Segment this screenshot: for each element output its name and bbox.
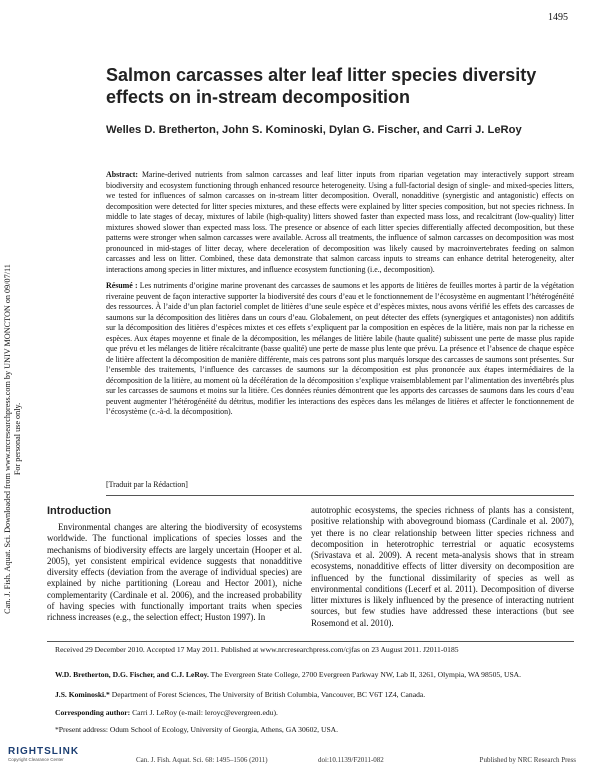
- resume-text: Les nutriments d’origine marine provenant des carcasses de saumons et les apports de litières de feuilles mortes à partir de la végétation riveraine peuvent de façon interactive supporter la biodiversité des cours d’eau et le fonctionnement de l’écosystème en augmentant l’hétérogénéité des ressources. À l’aide d’un plan factoriel complet de litières d’une seule espèce et d’espèces mixtes, nous avons vérifié les effets des carcasses de saumons sur la décomposition des litières dans un cours d’eau. Globalement, on peut détecter des effets (synergiques et antagonistes) non additifs sur la décomposition des litières d’espèces mixtes et ces effets s’expliquent par la composition en espèces de la litière, mais non par la richesse en espèces. Aux étapes moyenne et finale de la décomposition, les mélanges de litière labile (haute qualité) subissent une perte de masse plus rapide que prévu et les mélanges de litière récalcitrante (basse qualité) une perte de masse plus lente que prévu. La présence et l’absence de chaque espèce de litière affectent la décomposition de manière différente, mais ces patrons sont plus marqués lorsque des carcasses de saumons sont présentes. Sur l’ensemble des traitements, l’influence des carcasses de saumons sur la décomposition est plus prononcée aux étapes intermédiaires de la décomposition de la litière, au moment où la décélération de la décomposition s’explique vraisemblablement par l’alimentation des invertébrés plus sur les carcasses de saumons et moins sur la litière. Ces données réunies démontrent que les apports des carcasses de saumons dans les cours d’eau peuvent augmenter l’hétérogénéité du détritus, modifier les interactions des espèces dans les mélanges de litières et affecter le fonctionnement de l’écosystème (c.-à-d. la décomposition).: [106, 281, 574, 416]
- introduction-heading: Introduction: [47, 505, 112, 517]
- resume: [106, 281, 574, 418]
- abstract: [106, 170, 574, 275]
- introduction-left-column: Environmental changes are altering the biodiversity of ecosystems worldwide. The functional implications of species losses and the mechanisms of biodiversity effects are largely uncertain (Hooper et al. 2005), yet consistent empirical evidence suggests that nonadditive diversity effects (deviation from the average of individual species) are explained by niche partitioning (Loreau and Hector 2001), niche complementarity (Cardinale et al. 2006), and the increased probability of having species with functionally important traits when species richness increases (e.g., the selection effect; Huston 1997). In: [47, 522, 302, 622]
- notes-divider: [47, 641, 574, 642]
- affiliation-evergreen: [55, 670, 574, 680]
- rightslink-logo-text: RIGHTSLINK: [8, 746, 80, 757]
- personal-use-notice: For personal use only.: [13, 402, 22, 476]
- present-address: *Present address: Odum School of Ecology, University of Georgia, Athens, GA 30602, USA.: [55, 725, 339, 734]
- introduction-right-column: autotrophic ecosystems, the species richness of plants has a consistent, positive relationship with aboveground biomass (Cardinale et al. 2007), yet there is no clear relationship between litter species richness and decomposition in heterotrophic terrestrial or aquatic ecosystems (Srivastava et al. 2009). A recent meta-analysis shows that in stream ecosystems, nonadditive effects of litter diversity on decomposition are influenced by the functional dissimilarity of species as well as environmental conditions (Lecerf et al. 2011). Decomposition of diverse litter mixtures is likely influenced by the presence of interacting nutrient sources, but few studies have addressed these interactions (but see Rosemond et al. 2010).: [311, 505, 574, 628]
- author-list: Welles D. Bretherton, John S. Kominoski, Dylan G. Fischer, and Carri J. LeRoy: [106, 124, 522, 136]
- received-dates: Received 29 December 2010. Accepted 17 May 2011. Published at www.nrcresearchpress.com/cjfas on 23 August 2011. J2011-0185: [55, 645, 459, 654]
- page-number: 1495: [548, 12, 568, 23]
- affiliation-evergreen-text: The Evergreen State College, 2700 Evergreen Parkway NW, Lab II, 3261, Olympia, WA 98505, USA.: [208, 670, 522, 679]
- footer-journal: Can. J. Fish. Aquat. Sci. 68: 1495–1506 (2011): [136, 756, 268, 764]
- affiliation-ubc-text: Department of Forest Sciences, The University of British Columbia, Vancouver, BC V6T 1Z4, Canada.: [109, 690, 426, 699]
- corresponding-author: [55, 708, 574, 718]
- rightslink-logo[interactable]: [8, 746, 116, 770]
- affiliation-ubc-names: J.S. Kominoski.*: [55, 690, 110, 699]
- article-title: Salmon carcasses alter leaf litter species diversity effects on in-stream decomposition: [106, 65, 537, 107]
- affiliation-ubc: [55, 690, 574, 700]
- corresponding-text: Carri J. LeRoy (e-mail: leroyc@evergreen.edu).: [130, 708, 278, 717]
- section-divider: [106, 495, 574, 496]
- rightslink-logo-subtext: Copyright Clearance Center: [8, 757, 64, 762]
- affiliation-evergreen-names: W.D. Bretherton, D.G. Fischer, and C.J. LeRoy.: [55, 670, 209, 679]
- download-sidebar: [2, 180, 24, 700]
- footer-doi: doi:10.1139/F2011-082: [318, 756, 384, 764]
- abstract-label: Abstract:: [106, 170, 138, 179]
- download-notice: Can. J. Fish. Aquat. Sci. Downloaded from www.nrcresearchpress.com by UNIV MONCTON on 09/07/11: [3, 264, 12, 614]
- resume-label: Résumé :: [106, 281, 138, 290]
- corresponding-label: Corresponding author:: [55, 708, 131, 717]
- footer-publisher: Published by NRC Research Press: [479, 756, 576, 764]
- abstract-text: Marine-derived nutrients from salmon carcasses and leaf litter inputs from riparian vegetation may interactively support stream biodiversity and ecosystem functioning through enhanced resource heterogeneity. Using a full-factorial design of single- and mixed-species litters, we tested for influences of salmon carcasses on in-stream litter decomposition. Overall, nonadditive (synergistic and antagonistic) effects on decomposition were detected for litter species mixtures, and these effects were explained by litter species composition, but not species richness. In middle to late stages of decay, mixtures of labile (high-quality) litters showed faster than expected mass loss, and recalcitrant (low-quality) litter mixtures showed slower than expected mass loss. The presence or absence of each litter species differentially affected decomposition, but these patterns were stronger when salmon carcasses were available. Across all treatments, the influence of salmon carcasses on decomposition was most pronounced in mid-stages of litter decay, where deceleration of decomposition was likely caused by macroinvertebrates feeding on salmon carcasses and less on litter. Combined, these data demonstrate that salmon carcass inputs to streams can enhance detrital heterogeneity, alter interactions among species in litter mixtures, and influence ecosystem functioning (i.e., decomposition).: [106, 170, 574, 274]
- translation-note: [Traduit par la Rédaction]: [106, 480, 188, 489]
